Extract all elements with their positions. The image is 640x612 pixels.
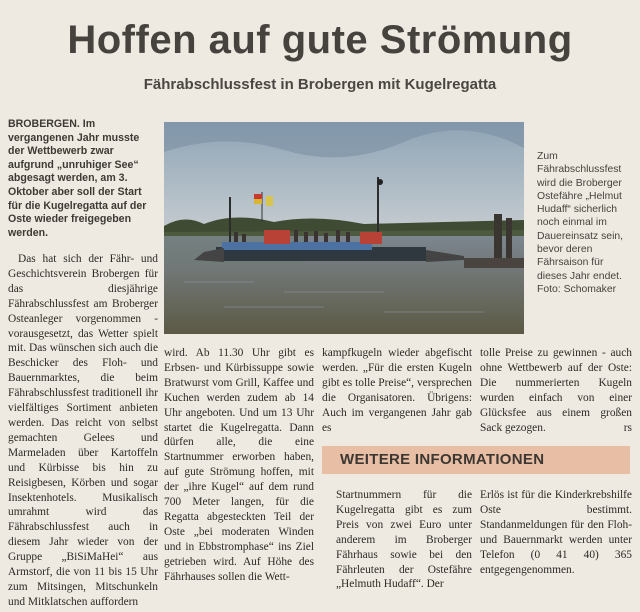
- body-text-col4-content: tolle Preise zu gewinnen - auch ohne Wettbewerb auf der Oste: Die nummerierten Kugeln wurden einfach von einer Glücksfee aus einem großen Sack gezogen.: [480, 347, 632, 434]
- info-text-left: Startnummern für die Kugelregatta gibt es zum Preis von zwei Euro unter anderem im Broberger Fährhaus sowie bei den Fährleuten der Ostefähre „Helmuth Hudaff“. Der: [336, 489, 472, 591]
- body-text-col3: kampfkugeln wieder abgefischt werden. „Für die ersten Kugeln gibt es tolle Preise“, versprechen die Organisatoren. Übrigens: Auch im vergangenen Jahr gab es: [322, 347, 472, 434]
- body-text-col1: Das hat sich der Fähr- und Geschichtsverein Brobergen für das diesjährige Fährabschlussfest am Broberger Osteanleger vorgenommen - vorausgesetzt, das Wetter spielt mit. Das wünschen sich auch die Beschicker des Floh- und Bauernmarktes, die beim Fährabschlussfest traditionell ihr vielfältiges Sortiment anbieten werden. Das reicht von selbst gemachten Gelees und Marmeladen über Kartoffeln und Kürbisse bis hin zu Reisigbesen, Körben und sogar Insektenhotels. Musikalisch umrahmt wird das Fährabschlussfest auch in diesem Jahr wieder von der Gruppe „BiSiMaHei“ aus Armstorf, die von 11 bis 15 Uhr zum Mitsingen, Mitschunkeln und Mitklatschen auffordern: [8, 253, 158, 608]
- info-box-left-column: [336, 488, 472, 592]
- info-text-right: Erlös ist für die Kinderkrebshilfe Oste bestimmt. Standanmeldungen für den Floh- und Bauernmarkt werden unter Telefon (0 41 40) 365 entgegengenommen.: [480, 489, 632, 576]
- body-text-col4: [480, 346, 632, 435]
- lead-paragraph: BROBERGEN. Im vergangenen Jahr musste der Wettbewerb zwar aufgrund „unruhiger See“ abgesagt werden, am 3. Oktober aber soll der Start für die Kugelregatta auf der Oste wieder freigegeben werden.: [8, 118, 147, 239]
- body-text-col2: wird. Ab 11.30 Uhr gibt es Erbsen- und Kürbissuppe sowie Bratwurst vom Grill, Kaffee und Kuchen werden zudem ab 14 Uhr angeboten. Und um 13 Uhr startet die Kugelregatta. Dann dürfen alle, die eine Startnummer erworben haben, auf gute Strömung hoffen, mit der „ihre Kugel“ auf dem rund 700 Meter langen, für die Regatta abgesteckten Teil der Oste „bei moderaten Winden und in Ebbstromphase“ ins Ziel getrieben wird. Auf Höhe des Fährhauses sollen die Wett-: [164, 347, 314, 583]
- photo-caption: Zum Fährabschlussfest wird die Broberger Ostefähre „Helmut Hudaff“ sicherlich noch einmal im Dauereinsatz sein, bevor deren Fährsaison für dieses Jahr endet. Foto: Schomaker: [537, 151, 624, 295]
- author-signature: rs: [623, 421, 632, 434]
- body-column-3: [322, 346, 472, 435]
- body-column-2: [164, 346, 314, 585]
- info-box-right-column: [480, 488, 632, 577]
- body-column-4: [480, 346, 632, 435]
- headline: Hoffen auf gute Strömung: [67, 18, 573, 62]
- body-column-1: [8, 252, 158, 610]
- ferry-illustration: [164, 122, 524, 334]
- ferry-photo: [164, 122, 524, 334]
- subheadline: Fährabschlussfest in Brobergen mit Kugelregatta: [143, 76, 497, 93]
- info-box-title: WEITERE INFORMATIONEN: [340, 451, 545, 468]
